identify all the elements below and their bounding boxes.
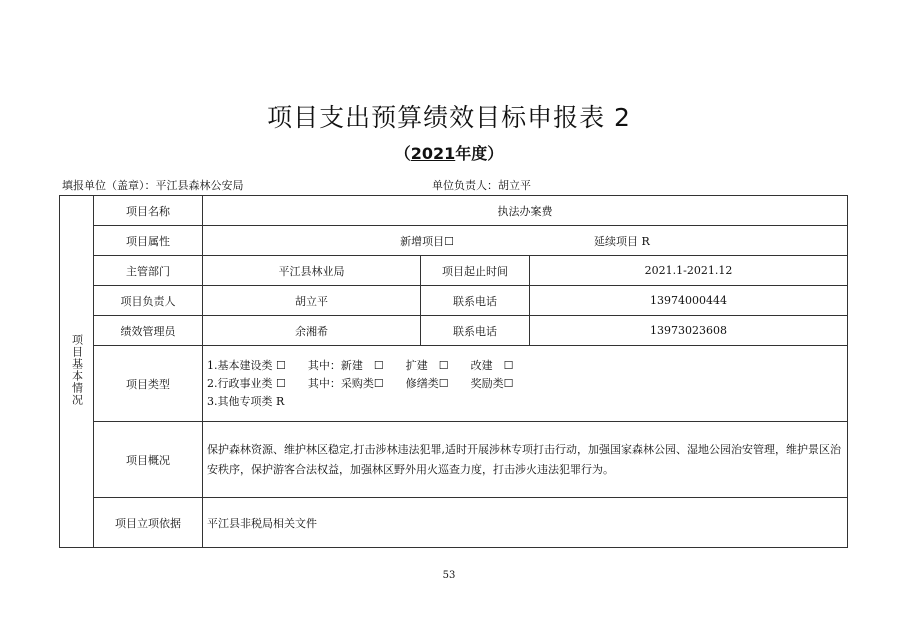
section-label-cell: [60, 196, 94, 548]
attribute-continue: 延续项目 R: [594, 234, 650, 248]
year-open: （: [394, 144, 411, 163]
declaration-table: [59, 195, 848, 548]
value-project-attribute: [203, 226, 848, 256]
value-period: 2021.1-2021.12: [530, 256, 848, 286]
label-owner-phone: 联系电话: [421, 286, 530, 316]
label-overview: 项目概况: [94, 422, 203, 498]
value-basis: 平江县非税局相关文件: [203, 498, 848, 548]
year-close: ）: [487, 144, 504, 163]
unit-leader: 单位负责人：胡立平: [432, 179, 531, 192]
label-perf-manager: 绩效管理员: [94, 316, 203, 346]
table-row: [60, 316, 848, 346]
year-value: 2021: [410, 144, 456, 163]
label-project-name: 项目名称: [94, 196, 203, 226]
type-line-2: 2.行政事业类 ☐ 其中：采购类☐ 修缮类☐ 奖励类☐: [207, 376, 514, 390]
value-overview: 保护森林资源、维护林区稳定,打击涉林违法犯罪,适时开展涉林专项打击行动，加强国家森林公园、湿地公园治安管理，维护景区治安秩序，保护游客合法权益，加强林区野外用火巡查力度，打击涉火违法犯罪行为。: [203, 422, 848, 498]
table-row: [60, 498, 848, 548]
label-project-type: 项目类型: [94, 346, 203, 422]
label-perf-phone: 联系电话: [421, 316, 530, 346]
value-project-name: 执法办案费: [203, 196, 848, 226]
filing-unit: 填报单位（盖章）：平江县森林公安局: [62, 179, 244, 192]
type-line-1: 1.基本建设类 ☐ 其中：新建 ☐ 扩建 ☐ 改建 ☐: [207, 358, 514, 372]
type-line-3: 3.其他专项类 R: [207, 394, 285, 408]
value-project-type: [203, 346, 848, 422]
label-period: 项目起止时间: [421, 256, 530, 286]
value-perf-phone: 13973023608: [530, 316, 848, 346]
section-label: 项目基本情况: [70, 334, 84, 406]
value-owner-phone: 13974000444: [530, 286, 848, 316]
year-line: [0, 141, 898, 164]
page-title: 项目支出预算绩效目标申报表 2: [267, 103, 631, 132]
value-perf-manager: 余湘希: [203, 316, 421, 346]
label-basis: 项目立项依据: [94, 498, 203, 548]
page-number: 53: [442, 570, 456, 581]
table-row: [60, 256, 848, 286]
table-row: [60, 286, 848, 316]
label-owner: 项目负责人: [94, 286, 203, 316]
table-row: [60, 226, 848, 256]
label-project-attribute: 项目属性: [94, 226, 203, 256]
table-row: [60, 196, 848, 226]
table-row: [60, 422, 848, 498]
value-owner: 胡立平: [203, 286, 421, 316]
year-suffix: 年度: [455, 144, 488, 163]
table-row: [60, 346, 848, 422]
attribute-new: 新增项目☐: [400, 234, 455, 248]
value-dept: 平江县林业局: [203, 256, 421, 286]
label-dept: 主管部门: [94, 256, 203, 286]
